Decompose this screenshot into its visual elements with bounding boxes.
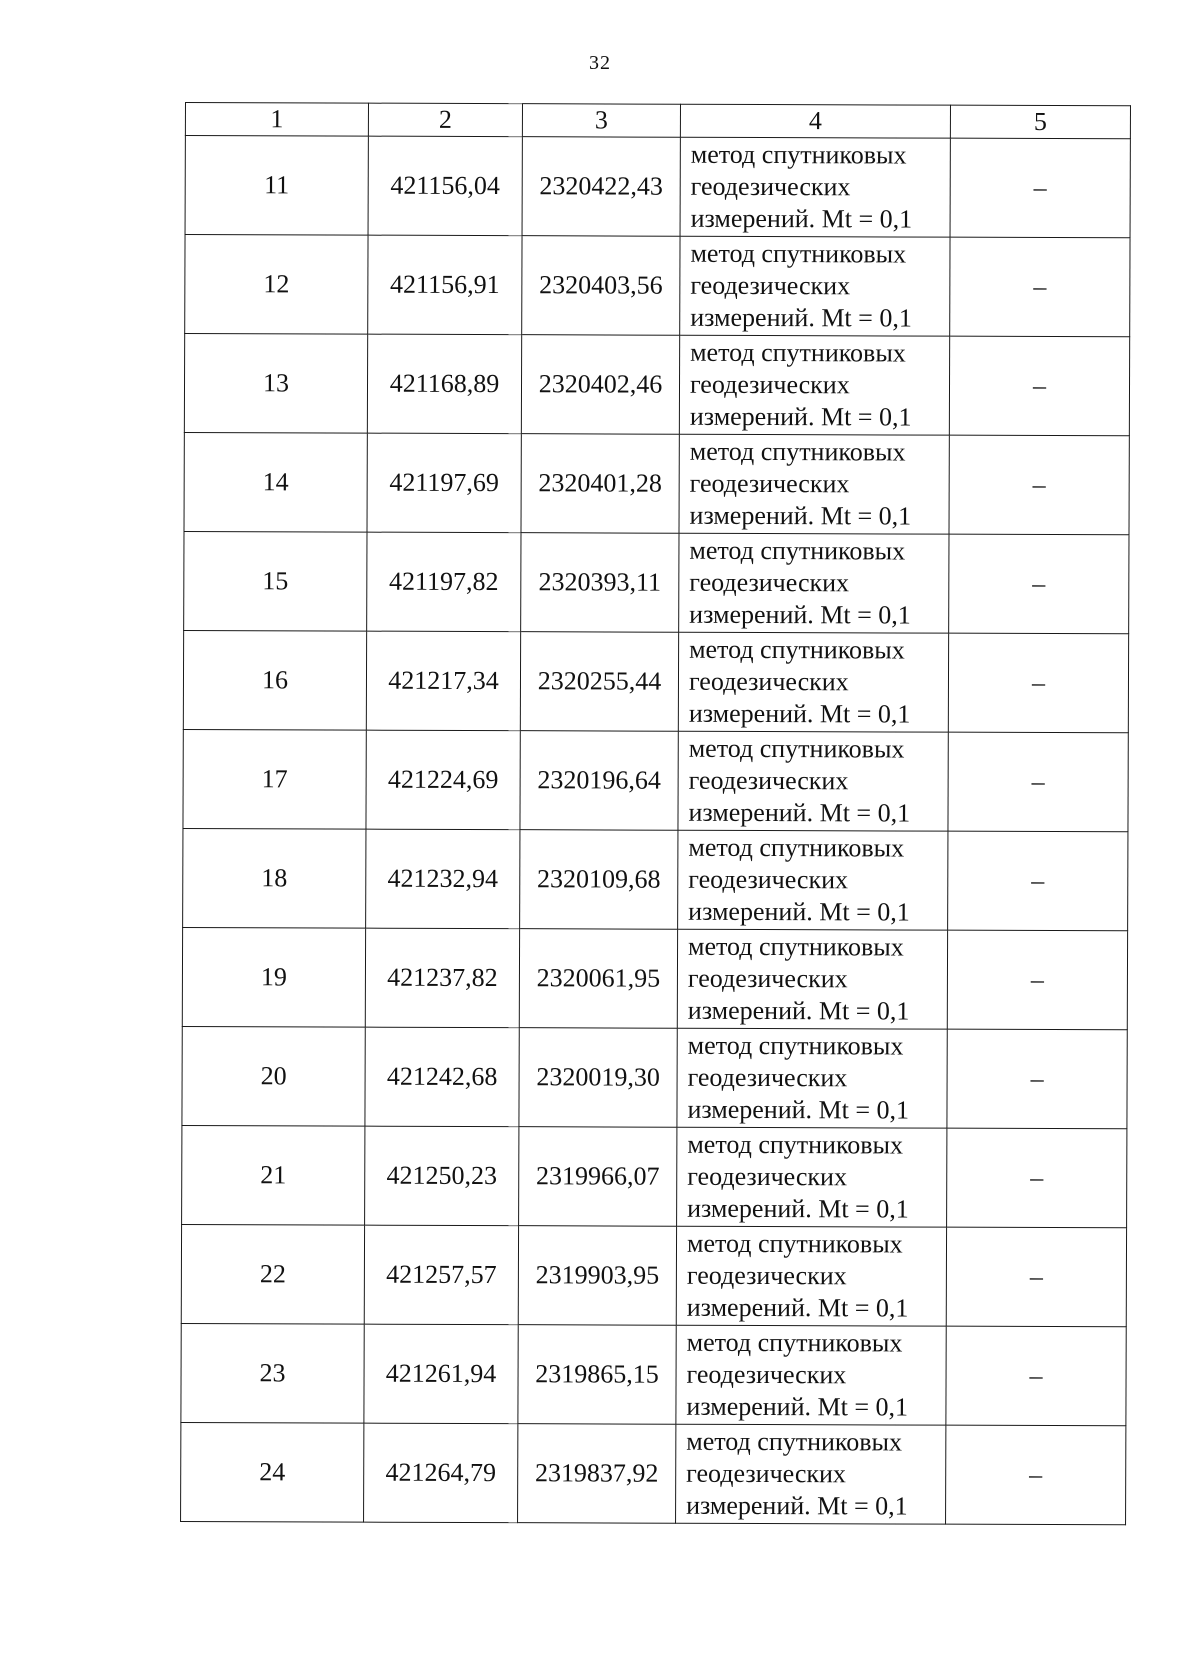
method-text-line: геодезических (687, 1161, 848, 1192)
x-coordinate-cell: 421237,82 (365, 928, 519, 1028)
point-number-cell: 16 (183, 630, 366, 730)
method-text-line: измерений. Mt = 0,1 (686, 1292, 909, 1323)
method-cell (678, 731, 948, 831)
method-text-line: метод спутниковых (689, 535, 906, 566)
method-text-line: геодезических (687, 1062, 848, 1093)
y-coordinate-cell: 2320196,64 (520, 731, 678, 831)
y-coordinate-cell: 2319903,95 (518, 1226, 676, 1326)
method-text-line: метод спутниковых (687, 1030, 904, 1061)
method-text-line: измерений. Mt = 0,1 (690, 203, 913, 234)
method-text-line: измерений. Mt = 0,1 (687, 1094, 910, 1125)
x-coordinate-cell: 421261,94 (364, 1324, 518, 1424)
method-text-line: метод спутниковых (689, 634, 905, 665)
method-cell (678, 830, 948, 930)
method-text-line: метод спутниковых (687, 1129, 904, 1160)
column-5-cell: – (949, 534, 1129, 634)
column-5-cell: – (947, 1029, 1127, 1129)
y-coordinate-cell: 2320422,43 (522, 137, 680, 237)
y-coordinate-cell: 2319966,07 (519, 1127, 677, 1227)
method-cell (679, 533, 949, 633)
column-5-cell: – (948, 732, 1128, 832)
method-text-line: измерений. Mt = 0,1 (689, 500, 912, 531)
method-text-line: измерений. Mt = 0,1 (687, 1193, 909, 1224)
method-text-line: измерений. Mt = 0,1 (689, 401, 912, 432)
method-text-line: геодезических (687, 963, 848, 994)
column-5-cell: – (946, 1326, 1126, 1426)
x-coordinate-cell: 421264,79 (364, 1423, 518, 1523)
column-5-cell: – (948, 633, 1128, 733)
method-text-line: метод спутниковых (686, 1426, 903, 1457)
header-cell-3: 3 (522, 104, 680, 138)
method-text-line: геодезических (686, 1359, 847, 1390)
coordinates-table (180, 102, 1131, 1525)
y-coordinate-cell: 2320109,68 (520, 830, 678, 930)
method-text-line: геодезических (689, 468, 850, 499)
x-coordinate-cell: 421224,69 (366, 730, 520, 830)
point-number-cell: 11 (185, 136, 368, 236)
table-body (181, 103, 1131, 1525)
table-row (181, 1224, 1126, 1326)
method-text-line: геодезических (689, 567, 850, 598)
table-row (184, 334, 1129, 436)
table-row (183, 828, 1128, 930)
table-row (181, 1323, 1126, 1425)
method-text-line: измерений. Mt = 0,1 (687, 995, 910, 1026)
table-row (182, 927, 1127, 1029)
x-coordinate-cell: 421197,69 (367, 433, 521, 533)
method-text-line: геодезических (688, 666, 849, 697)
method-cell (680, 236, 950, 336)
method-text-line: метод спутниковых (688, 832, 905, 863)
table-row (182, 1125, 1127, 1227)
y-coordinate-cell: 2320403,56 (522, 236, 680, 336)
point-number-cell: 19 (182, 927, 365, 1027)
method-text-line: метод спутниковых (690, 139, 907, 170)
x-coordinate-cell: 421250,23 (365, 1126, 519, 1226)
x-coordinate-cell: 421168,89 (367, 334, 521, 434)
point-number-cell: 20 (182, 1026, 365, 1126)
method-text-line: метод спутниковых (688, 931, 904, 962)
method-text-line: измерений. Mt = 0,1 (686, 1490, 908, 1521)
method-text-line: измерений. Mt = 0,1 (690, 302, 912, 333)
method-text-line: метод спутниковых (688, 733, 905, 764)
point-number-cell: 12 (185, 235, 368, 335)
point-number-cell: 21 (182, 1125, 365, 1225)
table-row (184, 432, 1129, 534)
point-number-cell: 23 (181, 1323, 364, 1423)
y-coordinate-cell: 2319837,92 (518, 1424, 676, 1524)
table-header-row (185, 103, 1130, 139)
method-text-line: геодезических (686, 1458, 847, 1489)
header-cell-2: 2 (368, 103, 522, 137)
method-text-line: геодезических (686, 1260, 847, 1291)
method-text-line: геодезических (688, 864, 849, 895)
point-number-cell: 24 (181, 1422, 364, 1522)
y-coordinate-cell: 2320402,46 (521, 335, 679, 435)
method-text-line: измерений. Mt = 0,1 (689, 599, 911, 630)
x-coordinate-cell: 421156,91 (368, 235, 522, 335)
method-text-line: метод спутниковых (690, 238, 907, 269)
method-text-line: измерений. Mt = 0,1 (688, 896, 910, 927)
method-text-line: метод спутниковых (690, 337, 906, 368)
x-coordinate-cell: 421156,04 (368, 136, 522, 236)
method-cell (679, 434, 949, 534)
y-coordinate-cell: 2320393,11 (521, 533, 679, 633)
method-text-line: геодезических (689, 369, 850, 400)
header-cell-4: 4 (680, 104, 950, 138)
x-coordinate-cell: 421232,94 (366, 829, 520, 929)
y-coordinate-cell: 2320255,44 (520, 632, 678, 732)
x-coordinate-cell: 421257,57 (364, 1225, 518, 1325)
y-coordinate-cell: 2320019,30 (519, 1028, 677, 1128)
method-text-line: метод спутниковых (686, 1228, 903, 1259)
method-cell (677, 1127, 947, 1227)
method-cell (676, 1226, 946, 1326)
method-cell (678, 632, 948, 732)
column-5-cell: – (950, 237, 1130, 337)
table-row (185, 136, 1130, 238)
method-cell (679, 335, 949, 435)
table-row (181, 1422, 1126, 1524)
x-coordinate-cell: 421217,34 (366, 631, 520, 731)
method-cell (677, 1028, 947, 1128)
point-number-cell: 17 (183, 729, 366, 829)
method-cell (676, 1424, 946, 1524)
y-coordinate-cell: 2319865,15 (518, 1325, 676, 1425)
point-number-cell: 14 (184, 432, 367, 532)
method-text-line: измерений. Mt = 0,1 (688, 797, 911, 828)
column-5-cell: – (949, 336, 1129, 436)
column-5-cell: – (950, 138, 1130, 238)
method-text-line: геодезических (690, 171, 851, 202)
point-number-cell: 18 (183, 828, 366, 928)
table-row (184, 531, 1129, 633)
y-coordinate-cell: 2320401,28 (521, 434, 679, 534)
method-cell (680, 137, 950, 237)
point-number-cell: 22 (181, 1224, 364, 1324)
column-5-cell: – (947, 930, 1127, 1030)
method-text-line: метод спутниковых (689, 436, 906, 467)
method-cell (677, 929, 947, 1029)
point-number-cell: 13 (184, 334, 367, 434)
method-text-line: метод спутниковых (686, 1327, 903, 1358)
table-row (183, 630, 1128, 732)
point-number-cell: 15 (184, 531, 367, 631)
method-text-line: геодезических (690, 270, 851, 301)
table-row (185, 235, 1130, 337)
header-cell-5: 5 (950, 105, 1130, 139)
method-text-line: геодезических (688, 765, 849, 796)
method-cell (676, 1325, 946, 1425)
page-number: 32 (589, 52, 611, 74)
column-5-cell: – (946, 1425, 1126, 1525)
column-5-cell: – (946, 1227, 1126, 1327)
y-coordinate-cell: 2320061,95 (519, 929, 677, 1029)
table-row (182, 1026, 1127, 1128)
header-cell-1: 1 (185, 103, 368, 137)
column-5-cell: – (948, 831, 1128, 931)
method-text-line: измерений. Mt = 0,1 (686, 1391, 909, 1422)
table-row (183, 729, 1128, 831)
column-5-cell: – (949, 435, 1129, 535)
x-coordinate-cell: 421242,68 (365, 1027, 519, 1127)
column-5-cell: – (947, 1128, 1127, 1228)
x-coordinate-cell: 421197,82 (367, 532, 521, 632)
method-text-line: измерений. Mt = 0,1 (688, 698, 911, 729)
